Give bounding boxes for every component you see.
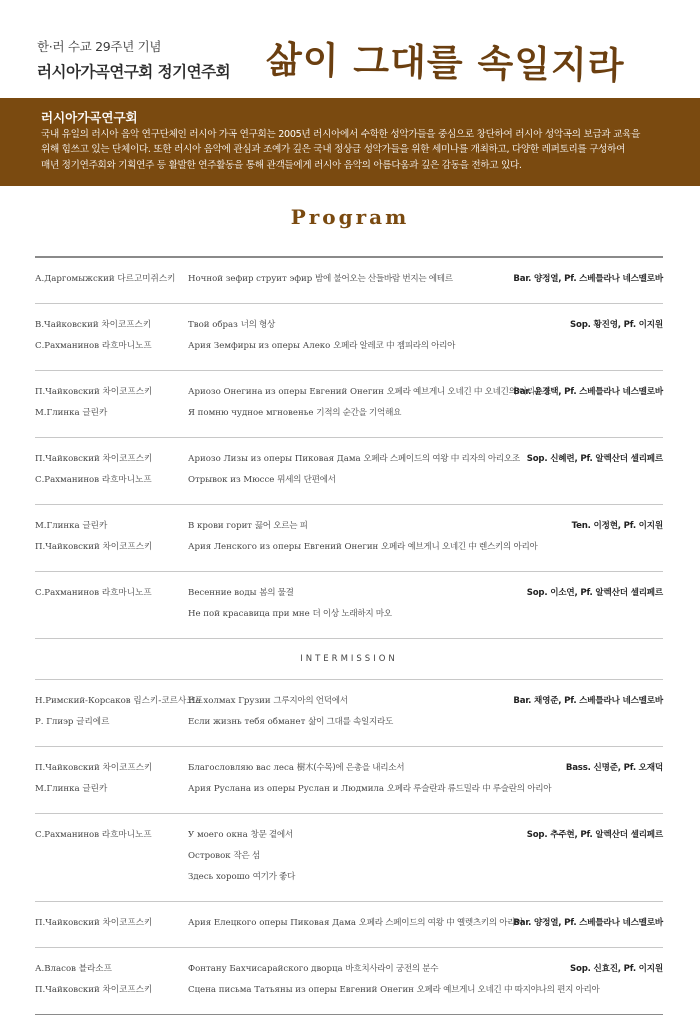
- composer-russian: С.Рахманинов: [35, 830, 99, 840]
- program-line: [35, 962, 663, 983]
- piece-russian: Сцена письма Татьяны из оперы Евгений Онегин: [188, 985, 414, 995]
- piece-russian: Ария Ленского из оперы Евгений Онегин: [188, 542, 378, 552]
- performer-credit: Ten. 이정현, Pf. 이지원: [572, 519, 663, 531]
- composer-russian: М.Глинка: [35, 408, 80, 418]
- composer-korean: 라흐마니노프: [102, 830, 152, 840]
- composer-name: [35, 983, 152, 995]
- piece-russian: У моего окна: [188, 830, 248, 840]
- piece-korean: 뮈세의 단편에서: [277, 475, 335, 485]
- composer-korean: 차이코프스키: [102, 454, 152, 464]
- program-block: [35, 948, 663, 1014]
- composer-name: [35, 473, 152, 485]
- composer-russian: П.Чайковский: [35, 387, 100, 397]
- piece-korean: 창문 곁에서: [250, 830, 292, 840]
- anniversary-subtitle: 한·러 수교 29주년 기념: [37, 37, 161, 55]
- program-block: [35, 505, 663, 571]
- program-line: [35, 761, 663, 782]
- composer-korean: 블라소프: [79, 964, 112, 974]
- piece-korean: 끓어 오르는 피: [255, 521, 308, 531]
- performer-credit: Bass. 신명준, Pf. 오재덕: [566, 761, 663, 773]
- composer-name: [35, 586, 152, 598]
- calligraphy-title: 삶이 그대를 속일지라도...: [266, 29, 700, 97]
- composer-name: [35, 694, 203, 706]
- program-line: [35, 870, 663, 891]
- composer-russian: С.Рахманинов: [35, 341, 99, 351]
- piece-korean: 오페라 알레코 中 젬피라의 아리아: [333, 341, 455, 351]
- piece-title: [188, 272, 453, 284]
- piece-russian: Ночной зефир струит эфир: [188, 274, 312, 284]
- program-line: [35, 339, 663, 360]
- program-line: [35, 586, 663, 607]
- composer-russian: Р. Глиэр: [35, 717, 73, 727]
- piece-title: [188, 782, 551, 794]
- piece-russian: Ария Елецкого оперы Пиковая Дама: [188, 918, 356, 928]
- program-line: [35, 272, 663, 293]
- piece-korean: 밤에 불어오는 산들바람 번지는 에테르: [315, 274, 453, 284]
- piece-title: [188, 452, 520, 464]
- program-line: [35, 519, 663, 540]
- composer-korean: 라흐마니노프: [102, 341, 152, 351]
- composer-name: [35, 828, 152, 840]
- piece-russian: Здесь хорошо: [188, 872, 250, 882]
- performer-credit: Sop. 신혜련, Pf. 알렉산더 셀리페르: [527, 452, 663, 464]
- intro-line: 국내 유일의 러시아 음악 연구단체인 러시아 가곡 연구회는 2005년 러시아에서 수학한 성악가들을 중심으로 창단하여 러시아 성악곡의 보급과 교육을: [41, 127, 671, 142]
- piece-title: [188, 339, 455, 351]
- piece-korean: 기적의 순간을 기억해요: [316, 408, 401, 418]
- program-line: [35, 983, 663, 1004]
- piece-title: [188, 473, 336, 485]
- composer-russian: П.Чайковский: [35, 763, 100, 773]
- piece-korean: 오페라 예브게니 오네긴 中 오네긴의 아리오조: [387, 387, 551, 397]
- piece-korean: 오페라 스페이드의 여왕 中 리자의 아리오조: [363, 454, 519, 464]
- piece-title: [188, 519, 308, 531]
- piece-title: [188, 983, 600, 995]
- composer-korean: 글린카: [82, 408, 107, 418]
- piece-title: [188, 916, 523, 928]
- composer-name: [35, 782, 107, 794]
- piece-korean: 봄의 물결: [259, 588, 293, 598]
- program-line: [35, 607, 663, 628]
- piece-title: [188, 607, 392, 619]
- piece-title: [188, 318, 275, 330]
- piece-title: [188, 962, 438, 974]
- composer-russian: В.Чайковский: [35, 320, 99, 330]
- composer-name: [35, 452, 152, 464]
- intro-band: [0, 98, 700, 186]
- program-block: [35, 902, 663, 947]
- program-line: [35, 782, 663, 803]
- piece-russian: Ариозо Лизы из оперы Пиковая Дама: [188, 454, 361, 464]
- piece-russian: Благословляю вас леса: [188, 763, 294, 773]
- composer-korean: 글리에르: [76, 717, 109, 727]
- program-line: [35, 715, 663, 736]
- composer-name: [35, 339, 152, 351]
- piece-korean: 삶이 그대를 속일지라도: [308, 717, 393, 727]
- piece-korean: 오페라 예브게니 오네긴 中 따지야나의 편지 아리아: [417, 985, 600, 995]
- composer-korean: 차이코프스키: [101, 320, 151, 330]
- composer-russian: П.Чайковский: [35, 454, 100, 464]
- piece-korean: 바흐치사라이 궁전의 분수: [345, 964, 438, 974]
- composer-name: [35, 761, 152, 773]
- program-line: [35, 473, 663, 494]
- intermission-label: INTERMISSION: [35, 639, 663, 679]
- piece-korean: 너의 형상: [241, 320, 275, 330]
- piece-korean: 작은 섬: [233, 851, 259, 861]
- program-block: [35, 747, 663, 813]
- program-line: [35, 849, 663, 870]
- composer-korean: 차이코프스키: [102, 387, 152, 397]
- piece-russian: Ариозо Онегина из оперы Евгений Онегин: [188, 387, 384, 397]
- composer-russian: С.Рахманинов: [35, 475, 99, 485]
- piece-title: [188, 406, 401, 418]
- performer-credit: Sop. 추주현, Pf. 알렉산더 셀리페르: [527, 828, 663, 840]
- composer-name: [35, 962, 112, 974]
- composer-russian: П.Чайковский: [35, 542, 100, 552]
- composer-name: [35, 519, 107, 531]
- piece-title: [188, 849, 260, 861]
- piece-russian: Весенние воды: [188, 588, 256, 598]
- piece-korean: 그루지아의 언덕에서: [273, 696, 347, 706]
- composer-name: [35, 715, 109, 727]
- program-line: [35, 385, 663, 406]
- program-line: [35, 916, 663, 937]
- piece-korean: 樹木(수목)에 은총을 내리소서: [297, 763, 405, 773]
- piece-korean: 더 이상 노래하지 마오: [312, 609, 391, 619]
- composer-russian: А.Даргомыжский: [35, 274, 115, 284]
- performer-credit: Sop. 이소연, Pf. 알렉산더 셀리페르: [527, 586, 663, 598]
- piece-korean: 여기가 좋다: [253, 872, 295, 882]
- piece-russian: Если жизнь тебя обманет: [188, 717, 305, 727]
- program-block: [35, 258, 663, 303]
- composer-korean: 다르고미쥐스키: [117, 274, 175, 284]
- performer-credit: Sop. 황진영, Pf. 이지원: [570, 318, 663, 330]
- program-block: [35, 438, 663, 504]
- composer-russian: Н.Римский-Корсаков: [35, 696, 131, 706]
- program-heading: Program: [0, 205, 700, 229]
- composer-russian: С.Рахманинов: [35, 588, 99, 598]
- program-line: [35, 452, 663, 473]
- performer-credit: Bar. 양정열, Pf. 스베틀라나 네스멜로바: [513, 916, 663, 928]
- program-line: [35, 406, 663, 427]
- piece-title: [188, 828, 293, 840]
- composer-korean: 라흐마니노프: [102, 475, 152, 485]
- piece-russian: Твой образ: [188, 320, 238, 330]
- piece-russian: Ария Земфиры из оперы Алеко: [188, 341, 330, 351]
- program-block: [35, 371, 663, 437]
- composer-russian: П.Чайковский: [35, 918, 100, 928]
- concert-title: 러시아가곡연구회 정기연주회: [37, 60, 230, 82]
- composer-russian: А.Власов: [35, 964, 76, 974]
- program-line: [35, 694, 663, 715]
- piece-title: [188, 694, 348, 706]
- piece-title: [188, 586, 294, 598]
- piece-title: [188, 715, 393, 727]
- performer-credit: Bar. 양정열, Pf. 스베틀라나 네스멜로바: [513, 272, 663, 284]
- piece-russian: Островок: [188, 851, 231, 861]
- composer-korean: 차이코프스키: [102, 763, 152, 773]
- header: [0, 0, 700, 98]
- piece-russian: Отрывок из Мюссе: [188, 475, 274, 485]
- intro-line: 위해 힘쓰고 있는 단체이다. 또한 러시아 음악에 관심과 조예가 깊은 국내 정상급 성악가들을 위한 세미나를 개최하고, 다양한 레퍼토리를 구성하여: [41, 142, 671, 157]
- composer-korean: 림스키-코르사코프: [133, 696, 203, 706]
- program-block: [35, 814, 663, 901]
- piece-title: [188, 870, 295, 882]
- intro-title: 러시아가곡연구회: [41, 108, 138, 126]
- program-block: [35, 304, 663, 370]
- piece-korean: 오페라 스페이드의 여왕 中 옐렛츠키의 아리아: [359, 918, 523, 928]
- piece-russian: Фонтану Бахчисарайского дворца: [188, 964, 343, 974]
- performer-credit: Bar. 윤경택, Pf. 스베틀라나 네스멜로바: [513, 385, 663, 397]
- program-line: [35, 318, 663, 339]
- composer-korean: 차이코프스키: [102, 542, 152, 552]
- piece-russian: Я помню чудное мгновенье: [188, 408, 313, 418]
- composer-name: [35, 916, 152, 928]
- performer-credit: Sop. 신효진, Pf. 이지원: [570, 962, 663, 974]
- program-line: [35, 540, 663, 561]
- piece-russian: В крови горит: [188, 521, 252, 531]
- composer-korean: 글린카: [82, 521, 107, 531]
- composer-name: [35, 318, 151, 330]
- program-list: [35, 256, 663, 1015]
- performer-credit: Bar. 채영준, Pf. 스베틀라나 네스멜로바: [513, 694, 663, 706]
- composer-name: [35, 385, 152, 397]
- piece-korean: 오페라 루슬란과 류드밀라 中 루슬란의 아리아: [387, 784, 551, 794]
- composer-name: [35, 406, 107, 418]
- piece-korean: 오페라 예브게니 오네긴 中 렌스키의 아리아: [381, 542, 537, 552]
- piece-title: [188, 385, 551, 397]
- piece-russian: Не пой красавица при мне: [188, 609, 310, 619]
- program-block: [35, 680, 663, 746]
- piece-title: [188, 761, 404, 773]
- program-block: [35, 572, 663, 638]
- program-line: [35, 828, 663, 849]
- composer-korean: 라흐마니노프: [102, 588, 152, 598]
- intro-text: [41, 127, 671, 173]
- composer-russian: П.Чайковский: [35, 985, 100, 995]
- composer-korean: 차이코프스키: [102, 985, 152, 995]
- composer-name: [35, 540, 152, 552]
- composer-russian: М.Глинка: [35, 521, 80, 531]
- composer-korean: 글린카: [82, 784, 107, 794]
- composer-korean: 차이코프스키: [102, 918, 152, 928]
- piece-title: [188, 540, 538, 552]
- piece-russian: Ария Руслана из оперы Руслан и Людмила: [188, 784, 384, 794]
- composer-russian: М.Глинка: [35, 784, 80, 794]
- intro-line: 매년 정기연주회와 기획연주 등 활발한 연주활동을 통해 관객들에게 러시아 음악의 아름다움과 깊은 감동을 전하고 있다.: [41, 158, 671, 173]
- composer-name: [35, 272, 175, 284]
- piece-russian: На холмах Грузии: [188, 696, 271, 706]
